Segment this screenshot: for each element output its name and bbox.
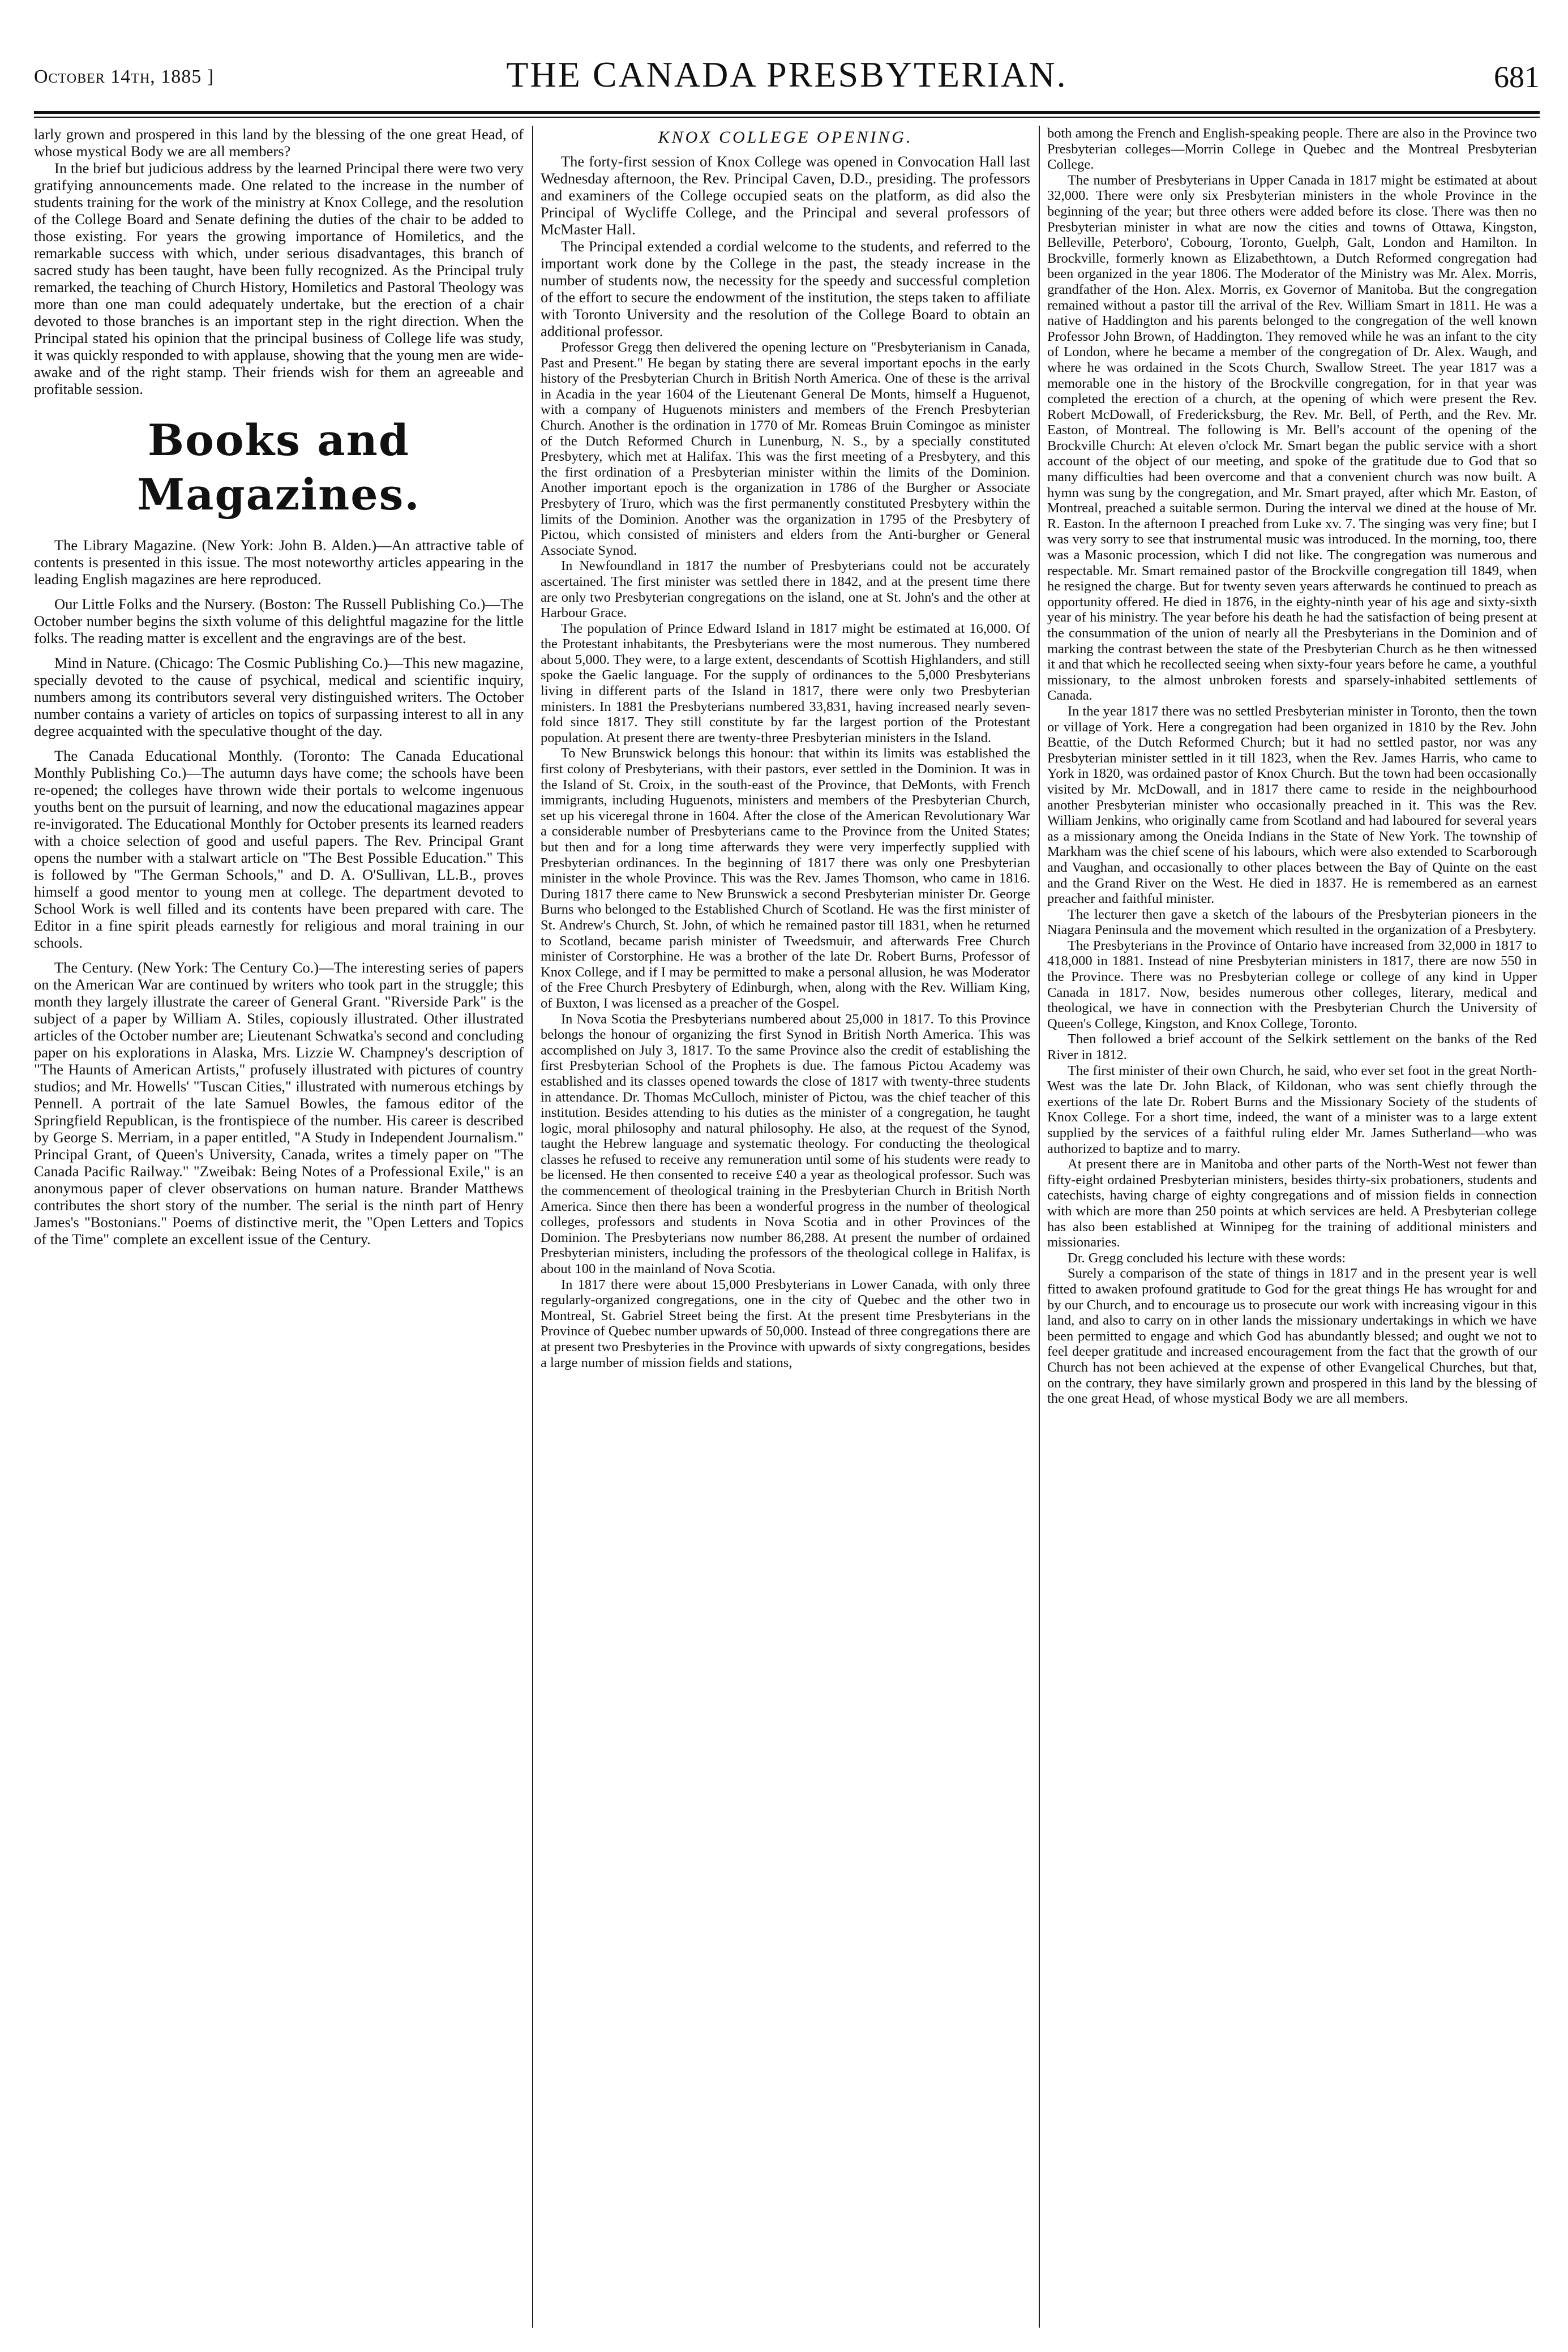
paragraph: In 1817 there were about 15,000 Presbyterians in Lower Canada, with only three regularly-organized congregations, one in the city of Quebec and the other two in Montreal, St. Gabriel Street being the first. At the present time Presbyterians in the Province of Quebec number upwards of 50,000. Instead of three congregations there are at present two Presbyteries in the Province with upwards of sixty congregations, besides a large number of mission fields and stations, [541, 1276, 1030, 1370]
paragraph: both among the French and English-speaking people. There are also in the Province two Presbyterian colleges—Morrin College in Quebec and the Montreal Presbyterian College. [1047, 126, 1537, 173]
review-paragraph: The Library Magazine. (New York: John B. Alden.)—An attractive table of contents is presented in this issue. The most noteworthy articles appearing in the leading English magazines are here reproduced. [34, 537, 524, 588]
paragraph: In Nova Scotia the Presbyterians numbered about 25,000 in 1817. To this Province belongs the honour of organizing the first Synod in British North America. This was accomplished on July 3, 1817. To the same Province also the credit of establishing the first Presbyterian School of the Prophets is due. The famous Pictou Academy was established and its classes opened towards the close of 1817 with twenty-three students in attendance. Dr. Thomas McCulloch, minister of Pictou, was the chief teacher of this institution. Besides attending to his duties as the minister of a congregation, he taught logic, moral philosophy and natural philosophy. He also, at the request of the Synod, taught the Hebrew language and systematic theology. For conducting the theological classes he refused to receive any remuneration until some of his students were ready to be licensed. He then consented to receive £40 a year as theological professor. Such was the commencement of theological training in the Presbyterian Church in British North America. Since then there has been a wonderful progress in the number of theological colleges, professors and students in Nova Scotia and in other Provinces of the Dominion. The Presbyterians now number 86,288. At present the number of ordained Presbyterian ministers, including the professors of the theological college in Halifax, is about 100 in the mainland of Nova Scotia. [541, 1011, 1030, 1277]
review-paragraph: The Century. (New York: The Century Co.)—The interesting series of papers on the American War are continued by writers who took part in the struggle; this month they largely illustrate the career of General Grant. "Riverside Park" is the subject of a paper by William A. Stiles, copiously illustrated. Other illustrated articles of the October number are; Lieutenant Schwatka's second and concluding paper on his explorations in Alaska, Mrs. Lizzie W. Champney's description of "The Haunts of American Artists," profusely illustrated with pictures of country studios; and Mr. Howells' "Tuscan Cities," illustrated with numerous etchings by Pennell. A portrait of the late Samuel Bowles, the famous editor of the Springfield Republican, is the frontispiece of the number. His career is described by George S. Merriam, in a paper entitled, "A Study in Independent Journalism." Principal Grant, of Queen's University, Canada, writes a timely paper on "The Canada Pacific Railway." "Zweibak: Being Notes of a Professional Exile," is an anonymous paper of clever observations on human nature. Brander Matthews contributes the short story of the number. The serial is the ninth part of Henry James's "Bostonians." Poems of distinctive merit, the "Open Letters and Topics of the Time" complete an excellent issue of the Century. [34, 959, 524, 1248]
paragraph: In the brief but judicious address by the learned Principal there were two very gratifying announcements made. One related to the increase in the number of students training for the work of the ministry at Knox College, and the resolution of the College Board and Senate defining the duties of the chair to be added to those existing. For years the growing importance of Homiletics, and the remarkable success with which, under serious disadvantages, this branch of sacred study has been taught, have been fully recognized. As the Principal truly remarked, the teaching of Church History, Homiletics and Pastoral Theology was more than one man could adequately undertake, but the erection of a chair devoted to those branches is an important step in the right direction. When the Principal stated his opinion that the principal business of College life was study, it was quickly responded to with applause, showing that the young men are wide-awake and of the right stamp. Their friends wish for them an agreeable and profitable session. [34, 160, 524, 397]
section-heading: Books and Magazines. [137, 415, 421, 520]
paragraph: In the year 1817 there was no settled Presbyterian minister in Toronto, then the town or village of York. Here a congregation had been organized in 1810 by the Rev. John Beattie, of the Dutch Reformed Church; but it had no settled pastor, nor was any Presbyterian minister settled in it till 1823, when the Rev. James Harris, who came to York in 1820, was ordained pastor of Knox Church. But the town had been occasionally visited by Mr. McDowall, and in 1817 there came to reside in the neighbourhood another Presbyterian minister who occasionally preached in it. This was the Rev. William Jenkins, who originally came from Scotland and had laboured for several years as a missionary among the Oneida Indians in the State of New York. The township of Markham was the chief scene of his labours, which were also extended to Scarborough and Vaughan, and occasionally to other places between the Bay of Quinte on the east and the Grand River on the West. He died in 1837. He is remembered as an earnest preacher and faithful minister. [1047, 703, 1537, 907]
paragraph: The first minister of their own Church, he said, who ever set foot in the great North-West was the late Dr. John Black, of Kildonan, who was sent chiefly through the exertions of the late Dr. Robert Burns and the Missionary Society of the students of Knox College. For a short time, indeed, the want of a minister was to a large extent supplied by the services of a faithful ruling elder Mr. James Sutherland—who was authorized to baptize and to marry. [1047, 1063, 1537, 1156]
paragraph: The population of Prince Edward Island in 1817 might be estimated at 16,000. Of the Protestant inhabitants, the Presbyterians were the most numerous. They numbered about 5,000. They were, to a large extent, descendants of Scottish Highlanders, and still spoke the Gaelic language. For the supply of ordinances to the 5,000 Presbyterians living in different parts of the Island in 1817, there were only two Presbyterian ministers. In 1881 the Presbyterians numbered 33,831, having increased nearly seven-fold since 1817. They still constitute by far the largest portion of the Protestant population. At present there are twenty-three Presbyterian ministers in the Island. [541, 620, 1030, 746]
page-header [34, 54, 1540, 105]
column-divider [1039, 126, 1040, 2328]
paragraph: Then followed a brief account of the Selkirk settlement on the banks of the Red River in 1812. [1047, 1031, 1537, 1063]
paragraph: The Principal extended a cordial welcome to the students, and referred to the important work done by the College in the past, the steady increase in the number of students now, the necessity for the speedy and successful completion of the effort to secure the endowment of the institution, the steps taken to affiliate with Toronto University and the resolution of the College Board to obtain an additional professor. [541, 238, 1030, 340]
page-number: 681 [1494, 60, 1540, 94]
paragraph: The forty-first session of Knox College was opened in Convocation Hall last Wednesday afternoon, the Rev. Principal Caven, D.D., presiding. The professors and examiners of the College occupied seats on the platform, as did also the Principal of Wycliffe College, and the Principal and several professors of McMaster Hall. [541, 153, 1030, 238]
review-paragraph: The Canada Educational Monthly. (Toronto: The Canada Educational Monthly Publishing Co.)—The autumn days have come; the schools have been re-opened; the colleges have thrown wide their portals to welcome ingenuous youths bent on the pursuit of learning, and now the educational magazines appear re-invigorated. The Educational Monthly for October presents its learned readers with a choice selection of good and useful papers. The Rev. Principal Grant opens the number with a stalwart article on "The Best Possible Education." This is followed by "The German Schools," and D. A. O'Sullivan, LL.B., proves himself a good mentor to young men at college. The department devoted to School Work is well filled and its contents have been prepared with care. The Editor in a fine spirit pleads earnestly for religious and moral training in our schools. [34, 747, 524, 951]
header-rule-thin [34, 117, 1540, 118]
paragraph: To New Brunswick belongs this honour: that within its limits was established the first colony of Presbyterians, with their pastors, ever settled in the Dominion. It was in the Island of St. Croix, in the south-east of the Province, that DeMonts, with French immigrants, including Huguenots, ministers and members of the Presbyterian Church, set up his viceregal throne in 1604. After the close of the American Revolutionary War a considerable number of Presbyterians came to the Province from the United States; but then and for a long time afterwards they were very imperfectly supplied with Presbyterian ordinances. In the beginning of 1817 there was only one Presbyterian minister in the whole Province. This was the Rev. James Thomson, who came in 1816. During 1817 there came to New Brunswick a second Presbyterian minister Dr. George Burns who belonged to the Established Church of Scotland. He was the first minister of St. Andrew's Church, St. John, of which he remained pastor till 1831, when he returned to Scotland, became parish minister of Tweedsmuir, and afterwards Free Church minister of Corstorphine. He was a brother of the late Dr. Robert Burns, Professor of Knox College, and if I may be permitted to make a personal allusion, he was Moderator of the Free Church Presbytery of Edinburgh, when, along with the Rev. William King, of Buxton, I was licensed as a preacher of the Gospel. [541, 746, 1030, 1011]
paragraph: Dr. Gregg concluded his lecture with these words: [1068, 1250, 1346, 1266]
column-right [1047, 126, 1537, 1407]
paragraph: In Newfoundland in 1817 the number of Presbyterians could not be accurately ascertained. The first minister was settled there in 1842, and at the present time there are only two Presbyterian congregations on the island, one at St. John's and the other at Harbour Grace. [541, 558, 1030, 621]
review-paragraph: Our Little Folks and the Nursery. (Boston: The Russell Publishing Co.)—The October number begins the sixth volume of this delightful magazine for the little folks. The reading matter is excellent and the engravings are of the best. [34, 596, 524, 646]
header-title: THE CANADA PRESBYTERIAN. [506, 54, 1068, 95]
review-paragraph: Mind in Nature. (Chicago: The Cosmic Publishing Co.)—This new magazine, specially devoted to the cause of psychical, medical and scientific inquiry, numbers among its contributors several very distinguished writers. The October number contains a variety of articles on topics of surpassing interest to all in any degree acquainted with the speculative thought of the day. [34, 654, 524, 739]
column-middle [541, 126, 1030, 1370]
paragraph: Surely a comparison of the state of things in 1817 and in the present year is well fitted to awaken profound gratitude to God for the great things He has wrought for and by our Church, and to encourage us to prosecute our work with increasing vigour in this land, and also to carry on in other lands the missionary undertakings in which we have been permitted to engage and which God has abundantly blessed; and ought we not to feel deeper gratitude and increased encouragement from the fact that the growth of our Church has not been achieved at the expense of other Evangelical Churches, but that, on the contrary, they have similarly grown and prospered in this land by the blessing of the one great Head, of whose mystical Body we are all members. [1047, 1266, 1537, 1407]
column-left [34, 126, 524, 1248]
header-date: October 14th, 1885 ] [34, 66, 215, 87]
paragraph: The lecturer then gave a sketch of the labours of the Presbyterian pioneers in the Niagara Peninsula and the movement which resulted in the organization of a Presbytery. [1047, 906, 1537, 938]
paragraph: The Presbyterians in the Province of Ontario have increased from 32,000 in 1817 to 418,000 in 1881. Instead of nine Presbyterian ministers in 1817, there are now 550 in the Province. There was no Presbyterian college or college of any kind in Upper Canada in 1817. Now, besides numerous other colleges, literary, medical and theological, we have in connection with the Presbyterian Church the University of Queen's College, Kingston, and Knox College, Toronto. [1047, 937, 1537, 1031]
article-title: KNOX COLLEGE OPENING. [658, 128, 913, 147]
paragraph: The number of Presbyterians in Upper Canada in 1817 might be estimated at about 32,000. There were only six Presbyterian ministers in the whole Province in the beginning of the year; but three others were added before its close. There was then no Presbyterian minister in what are now the cities and towns of Ottawa, Kingston, Belleville, Peterboro', Cobourg, Toronto, Guelph, Galt, London and Hamilton. In Brockville, formerly known as Elizabethtown, a Dutch Reformed congregation had been organized in the year 1806. The Moderator of the Ministry was Mr. Alex. Morris, grandfather of the Hon. Alex. Morris, ex Governor of Manitoba. But the congregation remained without a pastor till the arrival of the Rev. William Smart in 1811. He was a native of Haddington and his parents belonged to the congregation of the well known Professor John Brown, of Haddington. They removed while he was an infant to the city of London, where he became a member of the congregation of Dr. Alex. Waugh, and where he was ordained in the Scots Church, Swallow Street. The year 1817 was a memorable one in the history of the Brockville congregation, for in that year was completed the erection of a church, at the opening of which were present the Rev. Robert McDowall, of Fredericksburg, the Rev. Mr. Bell, of Perth, and the Rev. Mr. Easton, of Montreal. The following is Mr. Bell's account of the opening of the Brockville Church: At eleven o'clock Mr. Smart began the public service with a short account of the object of our meeting, and spoke of the gratitude due to God that so many difficulties had been overcome and that a convenient church was now built. A hymn was sung by the congregation, and Mr. Smart prayed, after which Mr. Easton, of Montreal, preached a suitable sermon. During the interval we dined at the house of Mr. R. Easton. In the afternoon I preached from Luke xv. 7. The singing was very fine; but I was very sorry to see that instrumental music was introduced. In the morning, too, there was a Masonic procession, which I did not like. The congregation was numerous and respectable. Mr. Smart remained pastor of the Brockville congregation till 1849, when he resigned the charge. But for twenty seven years afterwards he continued to preach as opportunity offered. He died in 1876, in the eighty-ninth year of his age and sixty-sixth year of his ministry. The year before his death he had the satisfaction of being present at the consummation of the union of nearly all the Presbyterians in the Dominion and of marking the contrast between the state of the Presbyterian Church as he then witnessed it and that which he recollected seeing when sixty-four years before he came, a youthful missionary, to the almost unbroken forests and sparsely-inhabited settlements of Canada. [1047, 172, 1537, 704]
column-divider [532, 126, 533, 2328]
paragraph: Professor Gregg then delivered the opening lecture on "Presbyterianism in Canada, Past and Present." He began by stating there are several important epochs in the early history of the Presbyterian Church in British North America. One of these is the arrival in Acadia in the year 1604 of the Lieutenant General De Monts, himself a Huguenot, with a company of Huguenots ministers and members of the French Presbyterian Church. Another is the ordination in 1770 of Mr. Romeas Bruin Comingoe as minister of the Dutch Reformed Church in Lunenburg, N. S., by a specially constituted Presbytery, which met at Halifax. This was the first meeting of a Presbytery, and this the first ordination of a Presbyterian minister within the limits of the Dominion. Another important epoch is the organization in 1786 of the Burgher or Associate Presbytery of Truro, which was the first permanently constituted Presbytery within the limits of the Dominion. Another was the organization in 1795 of the Presbytery of Pictou, which consisted of ministers and elders from the Anti-burgher or General Associate Synod. [541, 340, 1030, 558]
header-rule [34, 111, 1540, 114]
paragraph: larly grown and prospered in this land by the blessing of the one great Head, of whose mystical Body we are all members? [34, 126, 524, 160]
paragraph: At present there are in Manitoba and other parts of the North-West not fewer than fifty-eight ordained Presbyterian ministers, besides thirty-six probationers, students and catechists, having charge of eighty congregations and of mission fields in connection with which are more than 250 points at which services are held. A Presbyterian college has also been established at Winnipeg for the training of additional ministers and missionaries. [1047, 1156, 1537, 1250]
